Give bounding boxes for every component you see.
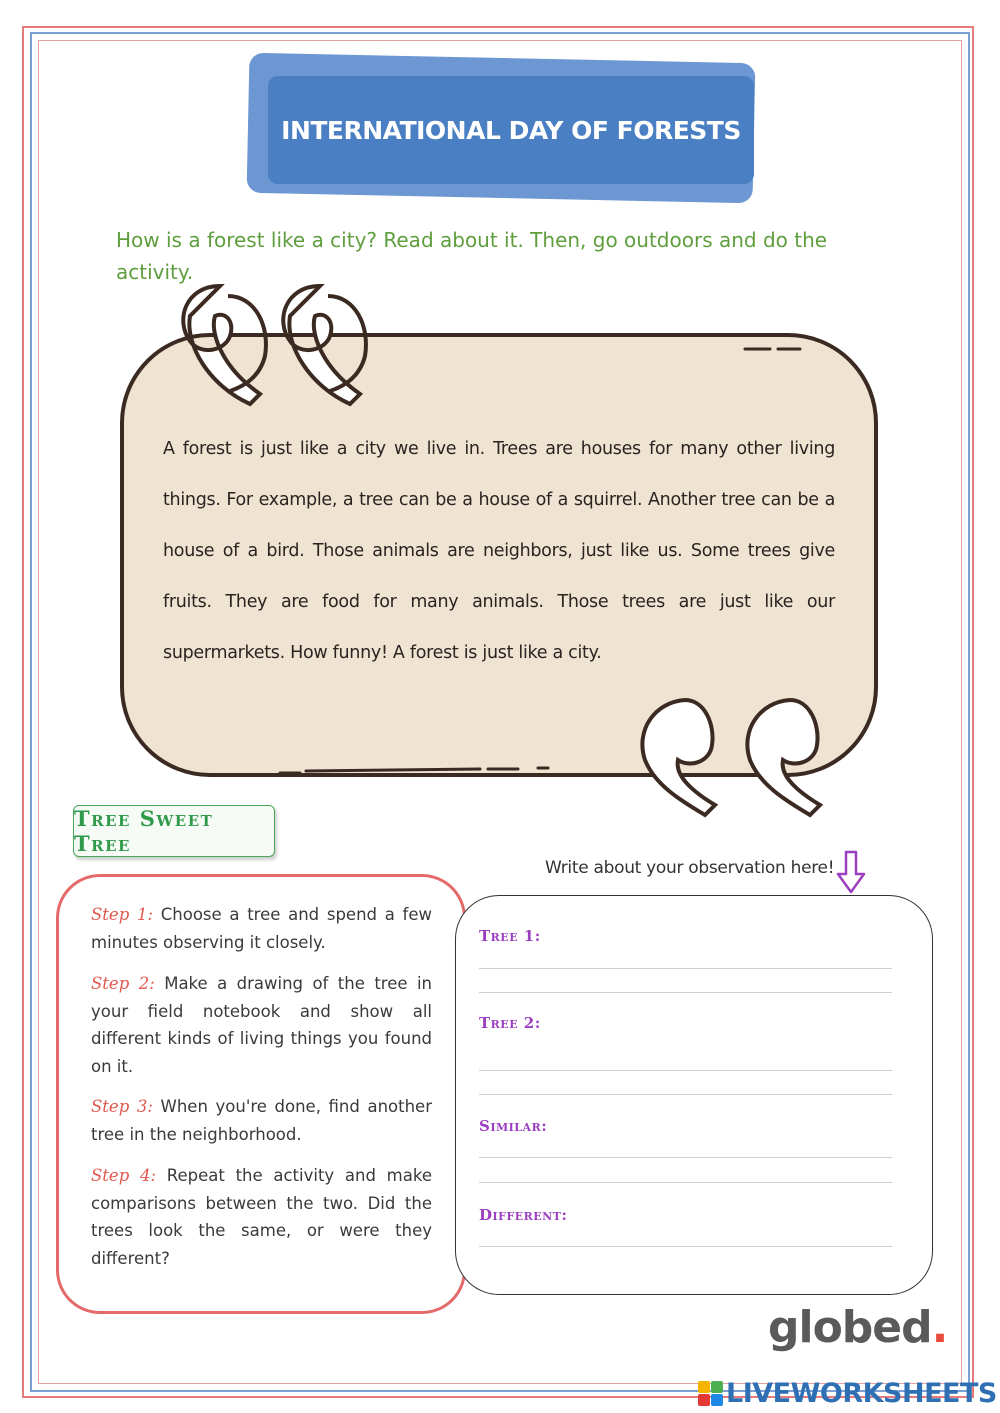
close-quote-icon	[630, 690, 845, 830]
step-2	[91, 970, 432, 1080]
field-label-different: Different:	[479, 1206, 568, 1224]
brand-dot: .	[931, 1302, 948, 1353]
step-4-label: Step 4:	[91, 1166, 157, 1185]
field-label-tree-2: Tree 2:	[479, 1014, 541, 1032]
arrow-down-icon	[836, 850, 866, 896]
answer-line-similar-b[interactable]	[479, 1182, 892, 1183]
step-4	[91, 1162, 432, 1272]
reading-passage: A forest is just like a city we live in. Trees are houses for many other living things. For example, a tree can be a house of a squirrel. Another tree can be a house of a bird. Those animals are neighbors, just like us. Some trees give fruits. They are food for many animals. Those trees are just like our supermarkets. How funny! A forest is just like a city.	[163, 439, 835, 663]
answer-line-similar-a[interactable]	[479, 1157, 892, 1158]
liveworksheets-logo-icon	[698, 1381, 724, 1407]
open-quote-icon	[170, 276, 385, 416]
step-1-label: Step 1:	[91, 905, 154, 924]
step-2-label: Step 2:	[91, 974, 155, 993]
step-3-label: Step 3:	[91, 1097, 153, 1116]
step-4-text: Repeat the activity and make comparisons between the two. Did the trees look the same, or were they different?	[91, 1166, 432, 1268]
step-2-text: Make a drawing of the tree in your field notebook and show all different kinds of living things you found on it.	[91, 974, 432, 1076]
intro-instructions: How is a forest like a city? Read about it. Then, go outdoors and do the activity.	[116, 228, 828, 284]
field-label-similar: Similar:	[479, 1117, 548, 1135]
answer-line-tree-2a[interactable]	[479, 1070, 892, 1071]
step-1-text: Choose a tree and spend a few minutes observing it closely.	[91, 905, 432, 952]
observation-prompt: Write about your observation here!	[545, 858, 835, 878]
answer-line-tree-1b[interactable]	[479, 992, 892, 993]
liveworksheets-watermark	[698, 1378, 997, 1409]
brand-name: globed	[768, 1302, 932, 1353]
section-title: Tree Sweet Tree	[74, 806, 214, 856]
step-3	[91, 1093, 432, 1148]
globed-logo	[768, 1302, 947, 1353]
watermark-text: LIVEWORKSHEETS	[726, 1378, 997, 1409]
answer-line-different[interactable]	[479, 1246, 892, 1247]
answer-line-tree-2b[interactable]	[479, 1094, 892, 1095]
answer-line-tree-1a[interactable]	[479, 968, 892, 969]
section-title-tag	[73, 805, 275, 857]
observation-panel	[455, 895, 933, 1295]
page-title: INTERNATIONAL DAY OF FORESTS	[281, 115, 741, 145]
field-label-tree-1: Tree 1:	[479, 927, 541, 945]
step-1	[91, 901, 432, 956]
step-3-text: When you're done, find another tree in the neighborhood.	[91, 1097, 432, 1144]
